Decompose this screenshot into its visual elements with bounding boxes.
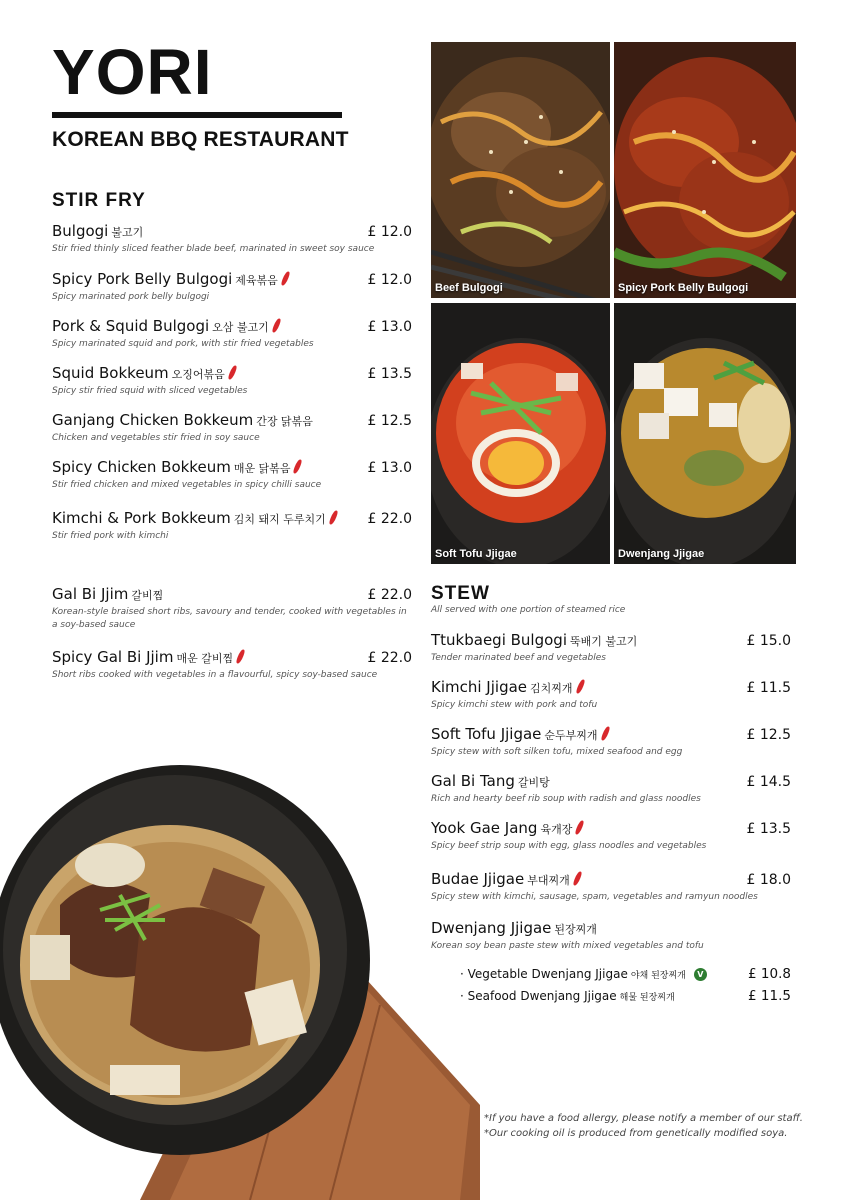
- item-description: Spicy marinated squid and pork, with stir fried vegetables: [52, 339, 314, 349]
- item-description-line-2: a soy-based sauce: [52, 620, 136, 631]
- soft-tofu-image: [431, 303, 610, 564]
- item-price: £ 11.5: [746, 680, 791, 696]
- chili-icon: [236, 649, 246, 665]
- item-korean: 불고기: [111, 226, 144, 239]
- menu-item-spicy-chicken-bokkeum: [52, 458, 412, 492]
- item-description: Spicy stew with soft silken tofu, mixed seafood and egg: [431, 747, 683, 757]
- item-description: Korean soy bean paste stew with mixed vegetables and tofu: [431, 941, 704, 951]
- photo-beef-bulgogi: [431, 42, 610, 298]
- item-description: Stir fried thinly sliced feather blade beef, marinated in sweet soy sauce: [52, 244, 375, 254]
- vegetarian-icon: V: [694, 968, 707, 981]
- item-name: Spicy Gal Bi Jjim: [52, 648, 174, 666]
- item-description: Tender marinated beef and vegetables: [431, 653, 606, 663]
- item-korean: 오징어볶음: [171, 368, 225, 381]
- spicy-pork-image: [614, 42, 796, 298]
- photo-label: Beef Bulgogi: [435, 282, 503, 294]
- item-name: Gal Bi Jjim: [52, 585, 129, 603]
- item-name: · Seafood Dwenjang Jjigae: [460, 989, 617, 1003]
- item-korean: 김치찌개: [530, 682, 573, 695]
- item-price: £ 13.5: [746, 821, 791, 837]
- item-price: £ 22.0: [367, 650, 412, 666]
- item-name: Kimchi Jjigae: [431, 678, 528, 696]
- item-korean: 야채 된장찌개: [630, 971, 686, 981]
- item-description: [52, 606, 412, 632]
- item-description-line-1: Korean-style braised short ribs, savoury and tender, cooked with vegetables in: [52, 607, 407, 617]
- item-description: Spicy stir fried squid with sliced vegetables: [52, 386, 248, 396]
- menu-item-pork-squid-bulgogi: [52, 317, 412, 351]
- item-korean: 해물 된장찌개: [619, 993, 675, 1003]
- item-price: £ 14.5: [746, 774, 791, 790]
- chili-icon: [600, 726, 610, 742]
- menu-subitem-seafood-dwenjang: [460, 988, 791, 1004]
- brand-name: YORI: [52, 36, 213, 108]
- item-korean: 제육볶음: [235, 274, 278, 287]
- item-name: Squid Bokkeum: [52, 364, 169, 382]
- item-description: Spicy kimchi stew with pork and tofu: [431, 700, 598, 710]
- item-name: Spicy Chicken Bokkeum: [52, 458, 231, 476]
- menu-subitem-vegetable-dwenjang: [460, 966, 791, 982]
- menu-item-gal-bi-jjim: [52, 585, 412, 632]
- footnotes: [484, 1112, 803, 1141]
- stew-note: All served with one portion of steamed rice: [431, 605, 626, 615]
- brand-divider: [52, 112, 342, 118]
- item-price: £ 12.5: [367, 413, 412, 429]
- item-price: £ 10.8: [748, 966, 791, 982]
- item-korean: 김치 돼지 두루치기: [233, 513, 326, 526]
- item-price: £ 13.0: [367, 460, 412, 476]
- item-name: Ttukbaegi Bulgogi: [431, 631, 567, 649]
- menu-item-ganjang-chicken-bokkeum: [52, 411, 412, 445]
- item-korean: 매운 갈비찜: [176, 652, 234, 665]
- item-name: Budae Jjigae: [431, 870, 525, 888]
- photo-spicy-pork-belly-bulgogi: [614, 42, 796, 298]
- chili-icon: [572, 871, 582, 887]
- allergy-note: *If you have a food allergy, please notify a member of our staff.: [484, 1113, 803, 1124]
- menu-item-spicy-gal-bi-jjim: [52, 648, 412, 682]
- menu-item-bulgogi: [52, 222, 412, 256]
- item-description: Spicy beef strip soup with egg, glass noodles and vegetables: [431, 841, 707, 851]
- item-korean: 갈비찜: [131, 589, 164, 602]
- stir-fry-heading: STIR FRY: [52, 190, 146, 211]
- photo-label: Spicy Pork Belly Bulgogi: [618, 282, 749, 294]
- item-price: £ 11.5: [748, 988, 791, 1004]
- menu-item-kimchi-jjigae: [431, 678, 791, 712]
- dwenjang-image: [614, 303, 796, 564]
- photo-label: Soft Tofu Jjigae: [435, 548, 517, 560]
- chili-icon: [328, 510, 338, 526]
- item-description: Stir fried pork with kimchi: [52, 531, 169, 541]
- item-description: Chicken and vegetables stir fried in soy sauce: [52, 433, 260, 443]
- galbi-tang-image: [0, 745, 480, 1200]
- beef-bulgogi-image: [431, 42, 610, 298]
- item-korean: 갈비탕: [517, 776, 550, 789]
- photo-label: Dwenjang Jjigae: [618, 548, 705, 560]
- chili-icon: [293, 459, 303, 475]
- item-korean: 매운 닭볶음: [233, 462, 291, 475]
- menu-item-budae-jjigae: [431, 870, 791, 904]
- item-price: £ 18.0: [746, 872, 791, 888]
- item-name: Pork & Squid Bulgogi: [52, 317, 210, 335]
- item-description: Rich and hearty beef rib soup with radish and glass noodles: [431, 794, 701, 804]
- item-description: Stir fried chicken and mixed vegetables in spicy chilli sauce: [52, 480, 322, 490]
- item-korean: 뚝배기 불고기: [570, 635, 638, 648]
- menu-item-gal-bi-tang: [431, 772, 791, 806]
- item-korean: 부대찌개: [527, 874, 570, 887]
- item-name: · Vegetable Dwenjang Jjigae: [460, 967, 628, 981]
- item-korean: 간장 닭볶음: [256, 415, 313, 428]
- menu-item-soft-tofu-jjigae: [431, 725, 791, 759]
- item-price: £ 12.0: [367, 272, 412, 288]
- item-korean: 육개장: [540, 823, 573, 836]
- photo-galbi-tang-hero: [0, 745, 480, 1200]
- menu-item-yook-gae-jang: [431, 819, 791, 853]
- item-name: Kimchi & Pork Bokkeum: [52, 509, 231, 527]
- item-price: £ 12.5: [746, 727, 791, 743]
- item-name: Dwenjang Jjigae: [431, 919, 552, 937]
- chili-icon: [575, 679, 585, 695]
- item-price: £ 22.0: [367, 511, 412, 527]
- item-price: £ 15.0: [746, 633, 791, 649]
- item-name: Spicy Pork Belly Bulgogi: [52, 270, 233, 288]
- item-name: Gal Bi Tang: [431, 772, 515, 790]
- item-description: Short ribs cooked with vegetables in a flavourful, spicy soy-based sauce: [52, 670, 378, 680]
- chili-icon: [271, 318, 281, 334]
- item-name: Yook Gae Jang: [431, 819, 538, 837]
- item-description: Spicy marinated pork belly bulgogi: [52, 292, 210, 302]
- photo-soft-tofu-jjigae: [431, 303, 610, 564]
- chili-icon: [227, 365, 237, 381]
- menu-item-dwenjang-jjigae: [431, 919, 791, 953]
- photo-dwenjang-jjigae: [614, 303, 796, 564]
- item-name: Bulgogi: [52, 222, 109, 240]
- oil-note: *Our cooking oil is produced from genetically modified soya.: [484, 1127, 788, 1139]
- brand-subtitle: KOREAN BBQ RESTAURANT: [52, 128, 349, 151]
- item-price: £ 12.0: [367, 224, 412, 240]
- item-price: £ 13.5: [367, 366, 412, 382]
- chili-icon: [575, 820, 585, 836]
- item-korean: 오삼 불고기: [212, 321, 269, 334]
- menu-item-ttukbaegi-bulgogi: [431, 631, 791, 665]
- item-price: £ 22.0: [367, 587, 412, 603]
- stew-heading: STEW: [431, 583, 490, 604]
- item-korean: 된장찌개: [554, 923, 597, 936]
- menu-item-spicy-pork-belly-bulgogi: [52, 270, 412, 304]
- chili-icon: [280, 271, 290, 287]
- menu-item-squid-bokkeum: [52, 364, 412, 398]
- item-korean: 순두부찌개: [544, 729, 598, 742]
- item-description: Spicy stew with kimchi, sausage, spam, vegetables and ramyun noodles: [431, 892, 758, 902]
- item-name: Ganjang Chicken Bokkeum: [52, 411, 254, 429]
- item-name: Soft Tofu Jjigae: [431, 725, 542, 743]
- item-price: £ 13.0: [367, 319, 412, 335]
- menu-item-kimchi-pork-bokkeum: [52, 509, 412, 543]
